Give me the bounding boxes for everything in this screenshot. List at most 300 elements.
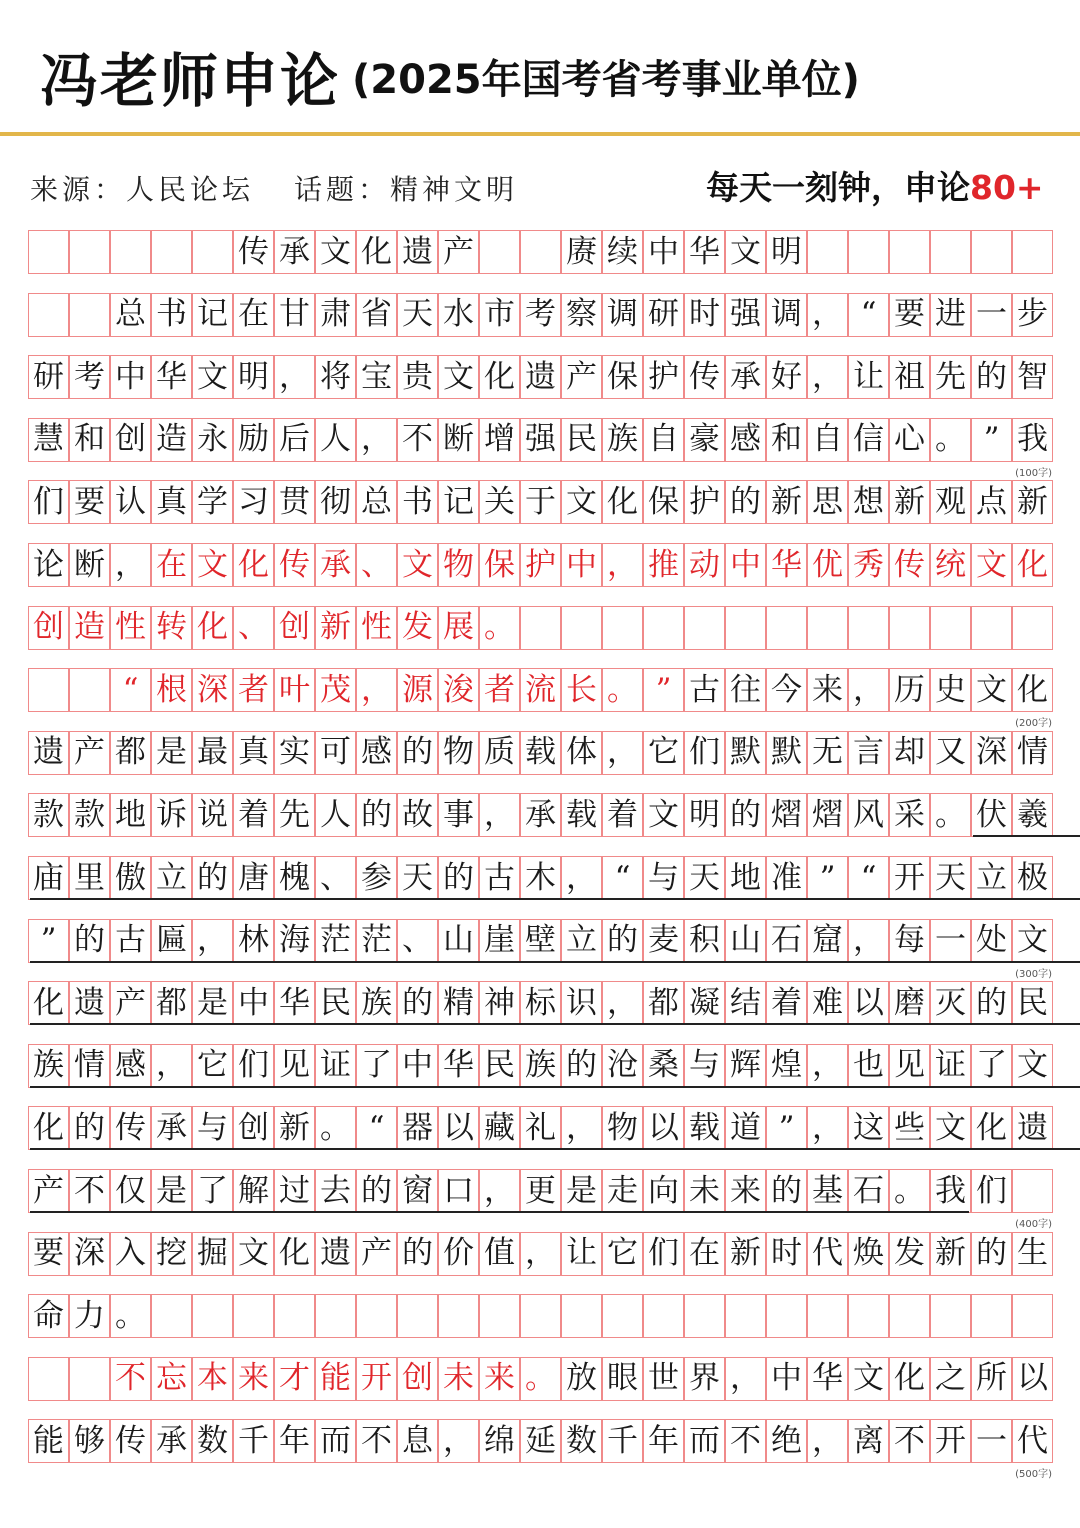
grid-cell: 历 xyxy=(889,668,930,712)
grid-cell: ， xyxy=(725,1357,766,1401)
grid-cell: ， xyxy=(807,355,848,399)
grid-cell: 载 xyxy=(684,1106,725,1150)
grid-cell: 民 xyxy=(479,1044,520,1088)
grid-cell: 省 xyxy=(356,293,397,337)
grid-cell: 以 xyxy=(848,981,889,1025)
grid-cell: 源 xyxy=(397,668,438,712)
grid-cell: 道 xyxy=(725,1106,766,1150)
grid-cell: 动 xyxy=(684,543,725,587)
grid-cell: 观 xyxy=(930,480,971,524)
grid-cell: ” xyxy=(28,919,69,963)
grid-cell: 研 xyxy=(28,355,69,399)
grid-cell: 点 xyxy=(971,480,1012,524)
grid-cell: 时 xyxy=(766,1232,807,1276)
grid-cell: 茂 xyxy=(315,668,356,712)
grid-cell: 代 xyxy=(1012,1419,1053,1463)
grid-cell: 熠 xyxy=(766,793,807,837)
grid-cell: 后 xyxy=(274,418,315,462)
grid-cell: 见 xyxy=(889,1044,930,1088)
grid-cell: 化 xyxy=(889,1357,930,1401)
grid-cell: 水 xyxy=(438,293,479,337)
grid-cell: 遗 xyxy=(28,731,69,775)
grid-cell: ， xyxy=(602,731,643,775)
grid-cell: 华 xyxy=(151,355,192,399)
grid-cell: 性 xyxy=(356,606,397,650)
grid-cell: 它 xyxy=(643,731,684,775)
grid-cell: 华 xyxy=(684,230,725,274)
grid-cell: 解 xyxy=(233,1169,274,1213)
grid-cell: 研 xyxy=(643,293,684,337)
grid-cell: 与 xyxy=(192,1106,233,1150)
grid-cell: 心 xyxy=(889,418,930,462)
grid-cell xyxy=(1012,230,1053,274)
grid-cell xyxy=(151,230,192,274)
essay-row xyxy=(28,543,1052,587)
grid-cell: 采 xyxy=(889,793,930,837)
grid-cell: 文 xyxy=(643,793,684,837)
grid-cell: 真 xyxy=(233,731,274,775)
grid-cell xyxy=(766,1294,807,1338)
grid-cell: 护 xyxy=(520,543,561,587)
grid-cell: 化 xyxy=(1012,668,1053,712)
grid-cell xyxy=(848,230,889,274)
grid-cell: 在 xyxy=(684,1232,725,1276)
grid-cell: 羲 xyxy=(1012,793,1053,837)
grid-cell: 口 xyxy=(438,1169,479,1213)
grid-cell: 文 xyxy=(315,230,356,274)
grid-cell: 祖 xyxy=(889,355,930,399)
grid-cell: 人 xyxy=(315,418,356,462)
grid-cell: 都 xyxy=(643,981,684,1025)
grid-cell: 传 xyxy=(110,1106,151,1150)
grid-cell: 化 xyxy=(602,480,643,524)
grid-cell: 槐 xyxy=(274,856,315,900)
grid-cell xyxy=(28,668,69,712)
grid-cell: 力 xyxy=(69,1294,110,1338)
underline-mark xyxy=(973,835,1080,837)
grid-cell: 优 xyxy=(807,543,848,587)
grid-cell: 走 xyxy=(602,1169,643,1213)
grid-cell: 承 xyxy=(274,230,315,274)
grid-cell: 之 xyxy=(930,1357,971,1401)
grid-cell: 史 xyxy=(930,668,971,712)
grid-cell: 化 xyxy=(28,1106,69,1150)
grid-cell xyxy=(889,1294,930,1338)
grid-cell: 展 xyxy=(438,606,479,650)
essay-row xyxy=(28,1357,1052,1401)
grid-cell xyxy=(69,668,110,712)
grid-cell xyxy=(807,230,848,274)
grid-cell: 山 xyxy=(438,919,479,963)
grid-cell: 考 xyxy=(520,293,561,337)
slogan-text: 每天一刻钟，申论 xyxy=(706,168,970,207)
grid-cell: 、 xyxy=(397,919,438,963)
grid-cell: “ xyxy=(356,1106,397,1150)
grid-cell xyxy=(28,1357,69,1401)
grid-cell: ” xyxy=(807,856,848,900)
grid-cell: 伏 xyxy=(971,793,1012,837)
grid-cell: 年 xyxy=(643,1419,684,1463)
grid-cell: ” xyxy=(971,418,1012,462)
grid-cell: 来 xyxy=(233,1357,274,1401)
grid-cell: 市 xyxy=(479,293,520,337)
grid-cell: 我 xyxy=(1012,418,1053,462)
grid-cell: 麦 xyxy=(643,919,684,963)
grid-cell: 产 xyxy=(28,1169,69,1213)
grid-cell: 所 xyxy=(971,1357,1012,1401)
grid-cell: 古 xyxy=(110,919,151,963)
grid-cell: 每 xyxy=(889,919,930,963)
grid-cell: 款 xyxy=(69,793,110,837)
grid-cell xyxy=(561,1294,602,1338)
grid-cell: 调 xyxy=(602,293,643,337)
grid-cell: 而 xyxy=(315,1419,356,1463)
grid-cell: 来 xyxy=(479,1357,520,1401)
grid-cell: 绝 xyxy=(766,1419,807,1463)
grid-cell: ， xyxy=(807,1106,848,1150)
grid-cell: 创 xyxy=(110,418,151,462)
grid-cell: 的 xyxy=(725,480,766,524)
grid-cell: ， xyxy=(807,1419,848,1463)
grid-cell: 物 xyxy=(602,1106,643,1150)
grid-cell: 的 xyxy=(971,1232,1012,1276)
grid-cell: 说 xyxy=(192,793,233,837)
grid-cell: 深 xyxy=(192,668,233,712)
grid-cell: 遗 xyxy=(520,355,561,399)
grid-cell: 庙 xyxy=(28,856,69,900)
grid-cell: 参 xyxy=(356,856,397,900)
grid-cell: ， xyxy=(807,293,848,337)
grid-cell: 转 xyxy=(151,606,192,650)
grid-cell: 认 xyxy=(110,480,151,524)
grid-cell: 中 xyxy=(397,1044,438,1088)
grid-cell: 的 xyxy=(356,793,397,837)
grid-cell: 总 xyxy=(110,293,151,337)
grid-cell: 挖 xyxy=(151,1232,192,1276)
grid-cell: 都 xyxy=(151,981,192,1025)
grid-cell: 肃 xyxy=(315,293,356,337)
grid-cell: 和 xyxy=(69,418,110,462)
grid-cell: 文 xyxy=(971,668,1012,712)
slogan-score: 80+ xyxy=(970,168,1044,207)
grid-cell: 文 xyxy=(192,543,233,587)
grid-cell: 传 xyxy=(233,230,274,274)
grid-cell: 关 xyxy=(479,480,520,524)
grid-cell: 文 xyxy=(725,230,766,274)
grid-cell: 慧 xyxy=(28,418,69,462)
grid-cell: 人 xyxy=(315,793,356,837)
grid-cell: 物 xyxy=(438,731,479,775)
grid-cell: 创 xyxy=(233,1106,274,1150)
grid-cell: ， xyxy=(602,543,643,587)
grid-cell: 性 xyxy=(110,606,151,650)
grid-cell: 和 xyxy=(766,418,807,462)
grid-cell xyxy=(602,606,643,650)
word-count-mark: (200字) xyxy=(1015,718,1052,730)
grid-cell: 是 xyxy=(561,1169,602,1213)
grid-cell: 证 xyxy=(315,1044,356,1088)
grid-cell: 款 xyxy=(28,793,69,837)
grid-cell: ， xyxy=(479,793,520,837)
grid-cell: 中 xyxy=(110,355,151,399)
header-divider xyxy=(0,132,1080,136)
grid-cell: 造 xyxy=(151,418,192,462)
grid-cell: 保 xyxy=(643,480,684,524)
grid-cell: 、 xyxy=(233,606,274,650)
grid-cell: 遗 xyxy=(1012,1106,1053,1150)
grid-cell: 不 xyxy=(110,1357,151,1401)
grid-cell: 质 xyxy=(479,731,520,775)
source-label: 来源：人民论坛 xyxy=(30,173,255,206)
grid-cell xyxy=(643,606,684,650)
grid-cell: 豪 xyxy=(684,418,725,462)
grid-cell: 察 xyxy=(561,293,602,337)
grid-cell: 创 xyxy=(28,606,69,650)
grid-cell: 里 xyxy=(69,856,110,900)
grid-cell: 的 xyxy=(397,981,438,1025)
grid-cell: 总 xyxy=(356,480,397,524)
grid-cell: 地 xyxy=(110,793,151,837)
grid-cell: 了 xyxy=(192,1169,233,1213)
grid-cell: 断 xyxy=(438,418,479,462)
grid-cell: 无 xyxy=(807,731,848,775)
grid-cell: 傲 xyxy=(110,856,151,900)
grid-cell: 在 xyxy=(151,543,192,587)
grid-cell: 事 xyxy=(438,793,479,837)
grid-cell: 书 xyxy=(151,293,192,337)
grid-cell: 息 xyxy=(397,1419,438,1463)
grid-cell: 窟 xyxy=(807,919,848,963)
grid-cell xyxy=(930,606,971,650)
grid-cell: 新 xyxy=(1012,480,1053,524)
grid-cell: 立 xyxy=(561,919,602,963)
grid-cell: 感 xyxy=(110,1044,151,1088)
grid-cell: 文 xyxy=(192,355,233,399)
grid-cell: ” xyxy=(766,1106,807,1150)
grid-cell: 的 xyxy=(725,793,766,837)
grid-cell: 更 xyxy=(520,1169,561,1213)
grid-cell: 古 xyxy=(479,856,520,900)
grid-cell: 赓 xyxy=(561,230,602,274)
grid-cell: 匾 xyxy=(151,919,192,963)
grid-cell: 感 xyxy=(725,418,766,462)
grid-cell: 值 xyxy=(479,1232,520,1276)
grid-cell xyxy=(151,1294,192,1338)
grid-cell: “ xyxy=(848,856,889,900)
grid-cell: 创 xyxy=(397,1357,438,1401)
grid-cell: 的 xyxy=(192,856,233,900)
grid-cell: 们 xyxy=(233,1044,274,1088)
grid-cell: 放 xyxy=(561,1357,602,1401)
grid-cell: 难 xyxy=(807,981,848,1025)
essay-row xyxy=(28,606,1052,650)
grid-cell: 新 xyxy=(930,1232,971,1276)
grid-cell: 论 xyxy=(28,543,69,587)
grid-cell: 本 xyxy=(192,1357,233,1401)
grid-cell: 要 xyxy=(69,480,110,524)
grid-cell xyxy=(110,230,151,274)
grid-cell: 化 xyxy=(1012,543,1053,587)
grid-cell: 茫 xyxy=(315,919,356,963)
grid-cell: 的 xyxy=(397,1232,438,1276)
essay-row xyxy=(28,418,1052,479)
grid-cell: 华 xyxy=(438,1044,479,1088)
grid-cell xyxy=(889,606,930,650)
grid-cell: 文 xyxy=(848,1357,889,1401)
grid-cell xyxy=(848,606,889,650)
grid-cell: 数 xyxy=(192,1419,233,1463)
grid-cell: 着 xyxy=(602,793,643,837)
essay-row xyxy=(28,919,1052,980)
grid-cell: 年 xyxy=(274,1419,315,1463)
grid-cell: 见 xyxy=(274,1044,315,1088)
grid-cell: 可 xyxy=(315,731,356,775)
grid-cell: 在 xyxy=(233,293,274,337)
grid-cell: 开 xyxy=(930,1419,971,1463)
grid-cell: 者 xyxy=(233,668,274,712)
grid-cell: 林 xyxy=(233,919,274,963)
grid-cell: ” xyxy=(643,668,684,712)
grid-cell: 掘 xyxy=(192,1232,233,1276)
grid-cell: 化 xyxy=(28,981,69,1025)
grid-cell: 浚 xyxy=(438,668,479,712)
grid-cell: 承 xyxy=(151,1106,192,1150)
grid-cell: 中 xyxy=(725,543,766,587)
word-count-mark: (400字) xyxy=(1015,1219,1052,1230)
grid-cell: 新 xyxy=(725,1232,766,1276)
grid-cell xyxy=(520,606,561,650)
grid-cell: 载 xyxy=(561,793,602,837)
grid-cell: 明 xyxy=(233,355,274,399)
grid-cell: 能 xyxy=(315,1357,356,1401)
grid-cell: 化 xyxy=(971,1106,1012,1150)
grid-cell: 窗 xyxy=(397,1169,438,1213)
grid-cell: ， xyxy=(479,1169,520,1213)
grid-cell: 着 xyxy=(233,793,274,837)
grid-cell: 护 xyxy=(684,480,725,524)
grid-cell xyxy=(1012,606,1053,650)
grid-cell: 文 xyxy=(971,543,1012,587)
grid-cell: 才 xyxy=(274,1357,315,1401)
grid-cell: ， xyxy=(356,668,397,712)
grid-cell: 进 xyxy=(930,293,971,337)
grid-cell: 深 xyxy=(69,1232,110,1276)
grid-cell: 它 xyxy=(192,1044,233,1088)
grid-cell xyxy=(684,1294,725,1338)
essay-row xyxy=(28,793,1052,837)
grid-cell: 。 xyxy=(889,1169,930,1213)
word-count-mark: (100字) xyxy=(1015,467,1052,479)
grid-cell: 感 xyxy=(356,731,397,775)
grid-cell: 情 xyxy=(1012,731,1053,775)
grid-cell xyxy=(479,230,520,274)
grid-cell: 开 xyxy=(356,1357,397,1401)
grid-cell: 承 xyxy=(315,543,356,587)
grid-cell: 长 xyxy=(561,668,602,712)
grid-cell: 桑 xyxy=(643,1044,684,1088)
grid-cell: 华 xyxy=(274,981,315,1025)
grid-cell: 沧 xyxy=(602,1044,643,1088)
grid-cell: 延 xyxy=(520,1419,561,1463)
grid-cell: 于 xyxy=(520,480,561,524)
grid-cell: 的 xyxy=(69,1106,110,1150)
grid-cell: 好 xyxy=(766,355,807,399)
grid-cell: 传 xyxy=(274,543,315,587)
grid-cell xyxy=(28,230,69,274)
underline-mark xyxy=(30,961,1080,963)
grid-cell: 自 xyxy=(807,418,848,462)
grid-cell: 贯 xyxy=(274,480,315,524)
grid-cell: 一 xyxy=(971,293,1012,337)
grid-cell: 化 xyxy=(356,230,397,274)
grid-cell xyxy=(69,1357,110,1401)
grid-cell: 与 xyxy=(643,856,684,900)
grid-cell: 又 xyxy=(930,731,971,775)
grid-cell: 发 xyxy=(397,606,438,650)
grid-cell: 海 xyxy=(274,919,315,963)
underline-mark xyxy=(30,1023,1080,1025)
grid-cell: 些 xyxy=(889,1106,930,1150)
grid-cell: 中 xyxy=(561,543,602,587)
grid-cell: 遗 xyxy=(315,1232,356,1276)
grid-cell xyxy=(807,606,848,650)
grid-cell: 极 xyxy=(1012,856,1053,900)
grid-cell: 思 xyxy=(807,480,848,524)
grid-cell: 结 xyxy=(725,981,766,1025)
grid-cell xyxy=(1012,1169,1053,1213)
grid-cell: 诉 xyxy=(151,793,192,837)
grid-cell xyxy=(643,1294,684,1338)
grid-cell: 风 xyxy=(848,793,889,837)
grid-cell: 民 xyxy=(561,418,602,462)
grid-cell: 绵 xyxy=(479,1419,520,1463)
grid-cell: 化 xyxy=(192,606,233,650)
grid-cell: 新 xyxy=(889,480,930,524)
grid-cell xyxy=(725,606,766,650)
grid-cell: 价 xyxy=(438,1232,479,1276)
grid-cell xyxy=(28,293,69,337)
grid-cell: 。 xyxy=(110,1294,151,1338)
grid-cell xyxy=(438,1294,479,1338)
grid-cell xyxy=(684,606,725,650)
essay-row xyxy=(28,856,1052,900)
grid-cell: 基 xyxy=(807,1169,848,1213)
grid-cell: 茫 xyxy=(356,919,397,963)
grid-cell: 文 xyxy=(1012,919,1053,963)
grid-cell xyxy=(520,230,561,274)
grid-cell: 化 xyxy=(233,543,274,587)
grid-cell: 数 xyxy=(561,1419,602,1463)
grid-cell xyxy=(889,230,930,274)
essay-row xyxy=(28,981,1052,1025)
grid-cell: 新 xyxy=(274,1106,315,1150)
grid-cell: 励 xyxy=(233,418,274,462)
grid-cell: 准 xyxy=(766,856,807,900)
grid-cell: 石 xyxy=(766,919,807,963)
grid-cell: 以 xyxy=(1012,1357,1053,1401)
grid-cell xyxy=(971,1294,1012,1338)
grid-cell xyxy=(561,606,602,650)
grid-cell: 往 xyxy=(725,668,766,712)
grid-cell: 遗 xyxy=(69,981,110,1025)
grid-cell: ， xyxy=(561,856,602,900)
grid-cell: 不 xyxy=(69,1169,110,1213)
grid-cell: 华 xyxy=(766,543,807,587)
grid-cell: 向 xyxy=(643,1169,684,1213)
grid-cell: 产 xyxy=(110,981,151,1025)
grid-cell: 让 xyxy=(561,1232,602,1276)
grid-cell xyxy=(930,230,971,274)
